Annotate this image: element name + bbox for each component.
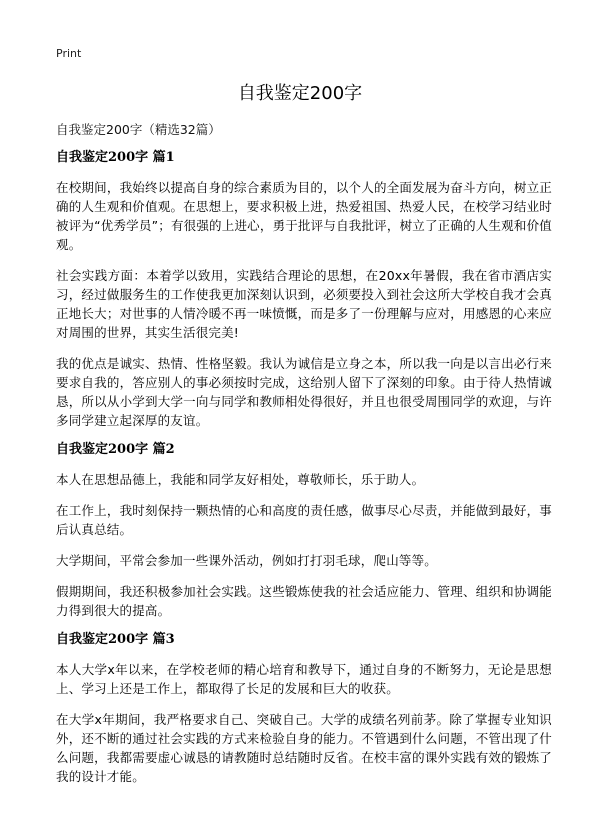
- section-heading: 自我鉴定200字 篇3: [56, 632, 175, 647]
- document-subtitle: 自我鉴定200字（精选32篇）: [56, 122, 221, 137]
- paragraph: 本人在思想品德上，我能和同学友好相处，尊敬师长，乐于助人。: [56, 472, 425, 487]
- paragraph: 社会实践方面：本着学以致用，实践结合理论的思想，在20xx年暑假，我在省市酒店实习，经过做服务生的工作使我更加深刻认识到，必须要投入到社会这所大学校自我才会真正地长大；对世事的人情冷暖不再一味愤慨，而是多了一份理解与应对，用感恩的心来应对周围的世界，其实生活很完美!: [56, 268, 552, 340]
- document-body: [56, 148, 552, 796]
- section-1: [56, 148, 552, 430]
- section-heading: 自我鉴定200字 篇2: [56, 442, 175, 457]
- paragraph: 本人大学x年以来，在学校老师的精心培育和教导下，通过自身的不断努力，无论是思想上、学习上还是工作上，都取得了长足的发展和巨大的收获。: [56, 662, 552, 696]
- print-label: Print: [56, 47, 82, 60]
- section-heading: 自我鉴定200字 篇1: [56, 150, 175, 165]
- paragraph: 在大学x年期间，我严格要求自己、突破自己。大学的成绩名列前茅。除了掌握专业知识外，还不断的通过社会实践的方式来检验自身的能力。不管遇到什么问题，不管出现了什么问题，我都需要虚心诚恳的请教随时总结随时反省。在校丰富的课外实践有效的锻炼了我的设计才能。: [56, 712, 552, 784]
- paragraph: 大学期间，平常会参加一些课外活动，例如打打羽毛球，爬山等等。: [56, 553, 438, 568]
- paragraph: 在工作上，我时刻保持一颗热情的心和高度的责任感，做事尽心尽责，并能做到最好，事后认真总结。: [56, 503, 552, 537]
- paragraph: 假期期间，我还积极参加社会实践。这些锻炼使我的社会适应能力、管理、组织和协调能力得到很大的提高。: [56, 584, 552, 618]
- section-3: [56, 630, 552, 786]
- section-2: [56, 440, 552, 620]
- paragraph: 我的优点是诚实、热情、性格坚毅。我认为诚信是立身之本，所以我一向是以言出必行来要求自我的，答应别人的事必须按时完成，这给别人留下了深刻的印象。由于待人热情诚恳，所以从小学到大学一向与同学和教师相处得很好，并且也很受周围同学的欢迎，与许多同学建立起深厚的友谊。: [56, 356, 552, 428]
- paragraph: 在校期间，我始终以提高自身的综合素质为目的，以个人的全面发展为奋斗方向，树立正确的人生观和价值观。在思想上，要求积极上进，热爱祖国、热爱人民，在校学习结业时被评为“优秀学员”；有很强的上进心，勇于批评与自我批评，树立了正确的人生观和价值观。: [56, 180, 552, 252]
- page-title: 自我鉴定200字: [237, 83, 363, 104]
